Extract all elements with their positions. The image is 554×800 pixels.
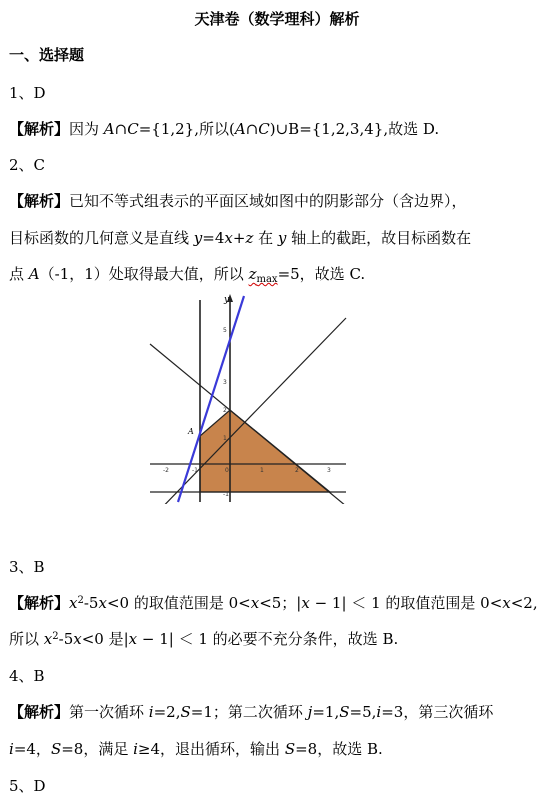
z-max: $z_{max}$ (248, 265, 278, 285)
tick-y5: 5 (223, 327, 227, 334)
q3-tag: 【解析】 (9, 594, 70, 612)
page-title: 天津卷（数学理科）解析 (194, 10, 360, 28)
q2-answer: 2、C (9, 156, 46, 174)
q2-explanation-line-3: 点 A（-1，1）处取得最大值，所以 $z_{max}=5$，故选 C. (9, 265, 366, 285)
q5-answer: 5、D (9, 777, 46, 795)
q4-answer: 4、B (9, 667, 45, 685)
tick-y2: 2 (223, 407, 227, 414)
q3-answer: 3、B (9, 558, 45, 576)
feasible-region-figure (148, 292, 350, 504)
q4-explanation-line-1: 【解析】第一次循环 i=2,S=1；第二次循环 j=1,S=5,i=3，第三次循环 (9, 703, 494, 721)
q4-tag: 【解析】 (9, 703, 70, 721)
q2-explanation-line-1: 【解析】已知不等式组表示的平面区域如图中的阴影部分（含边界）， (9, 192, 467, 210)
point-a-label: A (188, 427, 194, 436)
q1-answer: 1、D (9, 84, 46, 102)
tick-origin: 0 (225, 467, 229, 474)
q3-explanation-line-2: 所以 $x^2-5x<0$ 是|x − 1| ＜ 1 的必要不充分条件，故选 B. (9, 630, 399, 648)
tick-y1: 1 (223, 435, 227, 442)
tick-x-neg1: -1 (192, 467, 198, 474)
tick-x2: 2 (295, 467, 299, 474)
q2-explanation-line-2: 目标函数的几何意义是直线 y=4x+z 在 y 轴上的截距，故目标函数在 (9, 229, 472, 247)
q3-explanation-line-1: 【解析】$x^2-5x<0$ 的取值范围是 0<x<5；|x − 1| ＜ 1 的取值范围是 0<x<2, (9, 594, 538, 612)
q4-explanation-line-2: i=4，S=8，满足 i≥4，退出循环，输出 S=8，故选 B. (9, 740, 383, 758)
q1-tag: 【解析】 (9, 120, 70, 138)
tick-x1: 1 (260, 467, 264, 474)
y-axis-label: y (224, 295, 230, 305)
shaded-region (200, 410, 330, 492)
q2-tag: 【解析】 (9, 192, 70, 210)
tick-x-neg2: -2 (163, 467, 169, 474)
tick-y-neg1: -1 (223, 491, 229, 498)
section-heading: 一、选择题 (9, 46, 85, 64)
q1-explanation: 【解析】因为 A∩C={1,2},所以(A∩C)∪B={1,2,3,4},故选 D. (9, 120, 440, 138)
tick-y3: 3 (223, 379, 227, 386)
tick-x3: 3 (327, 467, 331, 474)
